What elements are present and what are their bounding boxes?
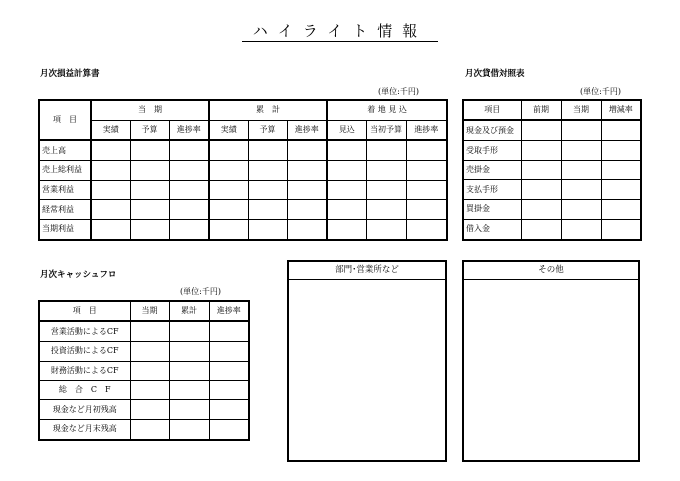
- cf-row-label: 現金など月初残高: [39, 400, 130, 419]
- table-row: [39, 219, 447, 240]
- pl-subheader: 予算: [248, 120, 287, 140]
- cf-row-label: 現金など月末残高: [39, 419, 130, 440]
- cf-row-label: 投資活動によるCF: [39, 342, 130, 361]
- cf-header: 当期: [130, 301, 169, 321]
- table-row: [463, 160, 641, 180]
- table-row: [39, 200, 447, 220]
- table-row: [463, 200, 641, 220]
- cf-row-label: 総 合 C F: [39, 380, 130, 399]
- pl-subheader: 実績: [91, 120, 130, 140]
- bs-table: [462, 99, 642, 241]
- table-row: [39, 140, 447, 161]
- pl-row-label: 経常利益: [39, 200, 91, 220]
- bs-row-label: 現金及び預金: [463, 120, 521, 141]
- cf-row-label: 営業活動によるCF: [39, 321, 130, 342]
- pl-section-title: 月次損益計算書: [40, 69, 100, 79]
- pl-unit-label: (単位:千円): [378, 87, 419, 96]
- pl-subheader: 進捗率: [169, 120, 209, 140]
- pl-subheader: 当初予算: [366, 120, 406, 140]
- bs-header: 当期: [561, 100, 601, 120]
- pl-group-cumulative: 累 計: [209, 100, 327, 120]
- table-row: [39, 380, 249, 399]
- pl-item-header: 項 目: [39, 100, 91, 140]
- cf-unit-label: (単位:千円): [180, 287, 221, 296]
- page-title: ハイライト情報: [242, 22, 438, 42]
- dept-box-title: 部門･営業所など: [289, 262, 445, 280]
- other-box: [462, 260, 640, 462]
- table-row: [39, 321, 249, 342]
- pl-group-forecast: 着 地 見 込: [327, 100, 447, 120]
- bs-row-label: 支払手形: [463, 180, 521, 200]
- pl-subheader: 進捗率: [287, 120, 327, 140]
- table-row: [39, 361, 249, 380]
- pl-row-label: 営業利益: [39, 180, 91, 200]
- table-row: [39, 180, 447, 200]
- pl-table: [38, 99, 448, 241]
- pl-row-label: 売上総利益: [39, 161, 91, 181]
- pl-subheader: 進捗率: [406, 120, 447, 140]
- bs-header: 前期: [521, 100, 561, 120]
- cf-header: 進捗率: [209, 301, 249, 321]
- other-box-title: その他: [464, 262, 638, 280]
- pl-subheader: 予算: [130, 120, 169, 140]
- bs-section-title: 月次貸借対照表: [465, 69, 525, 79]
- table-row: [463, 219, 641, 240]
- cf-header: 項 目: [39, 301, 130, 321]
- table-row: [39, 342, 249, 361]
- pl-subheader: 見込: [327, 120, 366, 140]
- table-row: [39, 161, 447, 181]
- table-row: [463, 141, 641, 161]
- pl-row-label: 当期利益: [39, 219, 91, 240]
- dept-box: [287, 260, 447, 462]
- bs-header: 項目: [463, 100, 521, 120]
- cf-table: [38, 300, 250, 441]
- pl-row-label: 売上高: [39, 140, 91, 161]
- cf-section-title: 月次キャッシュフロ: [40, 270, 117, 280]
- table-row: [463, 180, 641, 200]
- bs-row-label: 借入金: [463, 219, 521, 240]
- pl-group-current: 当 期: [91, 100, 209, 120]
- pl-subheader: 実績: [209, 120, 248, 140]
- bs-row-label: 買掛金: [463, 200, 521, 220]
- table-row: [463, 120, 641, 141]
- bs-unit-label: (単位:千円): [580, 87, 621, 96]
- table-row: [39, 419, 249, 440]
- table-row: [39, 400, 249, 419]
- bs-row-label: 売掛金: [463, 160, 521, 180]
- bs-header: 増減率: [601, 100, 641, 120]
- bs-row-label: 受取手形: [463, 141, 521, 161]
- cf-row-label: 財務活動によるCF: [39, 361, 130, 380]
- cf-header: 累計: [169, 301, 209, 321]
